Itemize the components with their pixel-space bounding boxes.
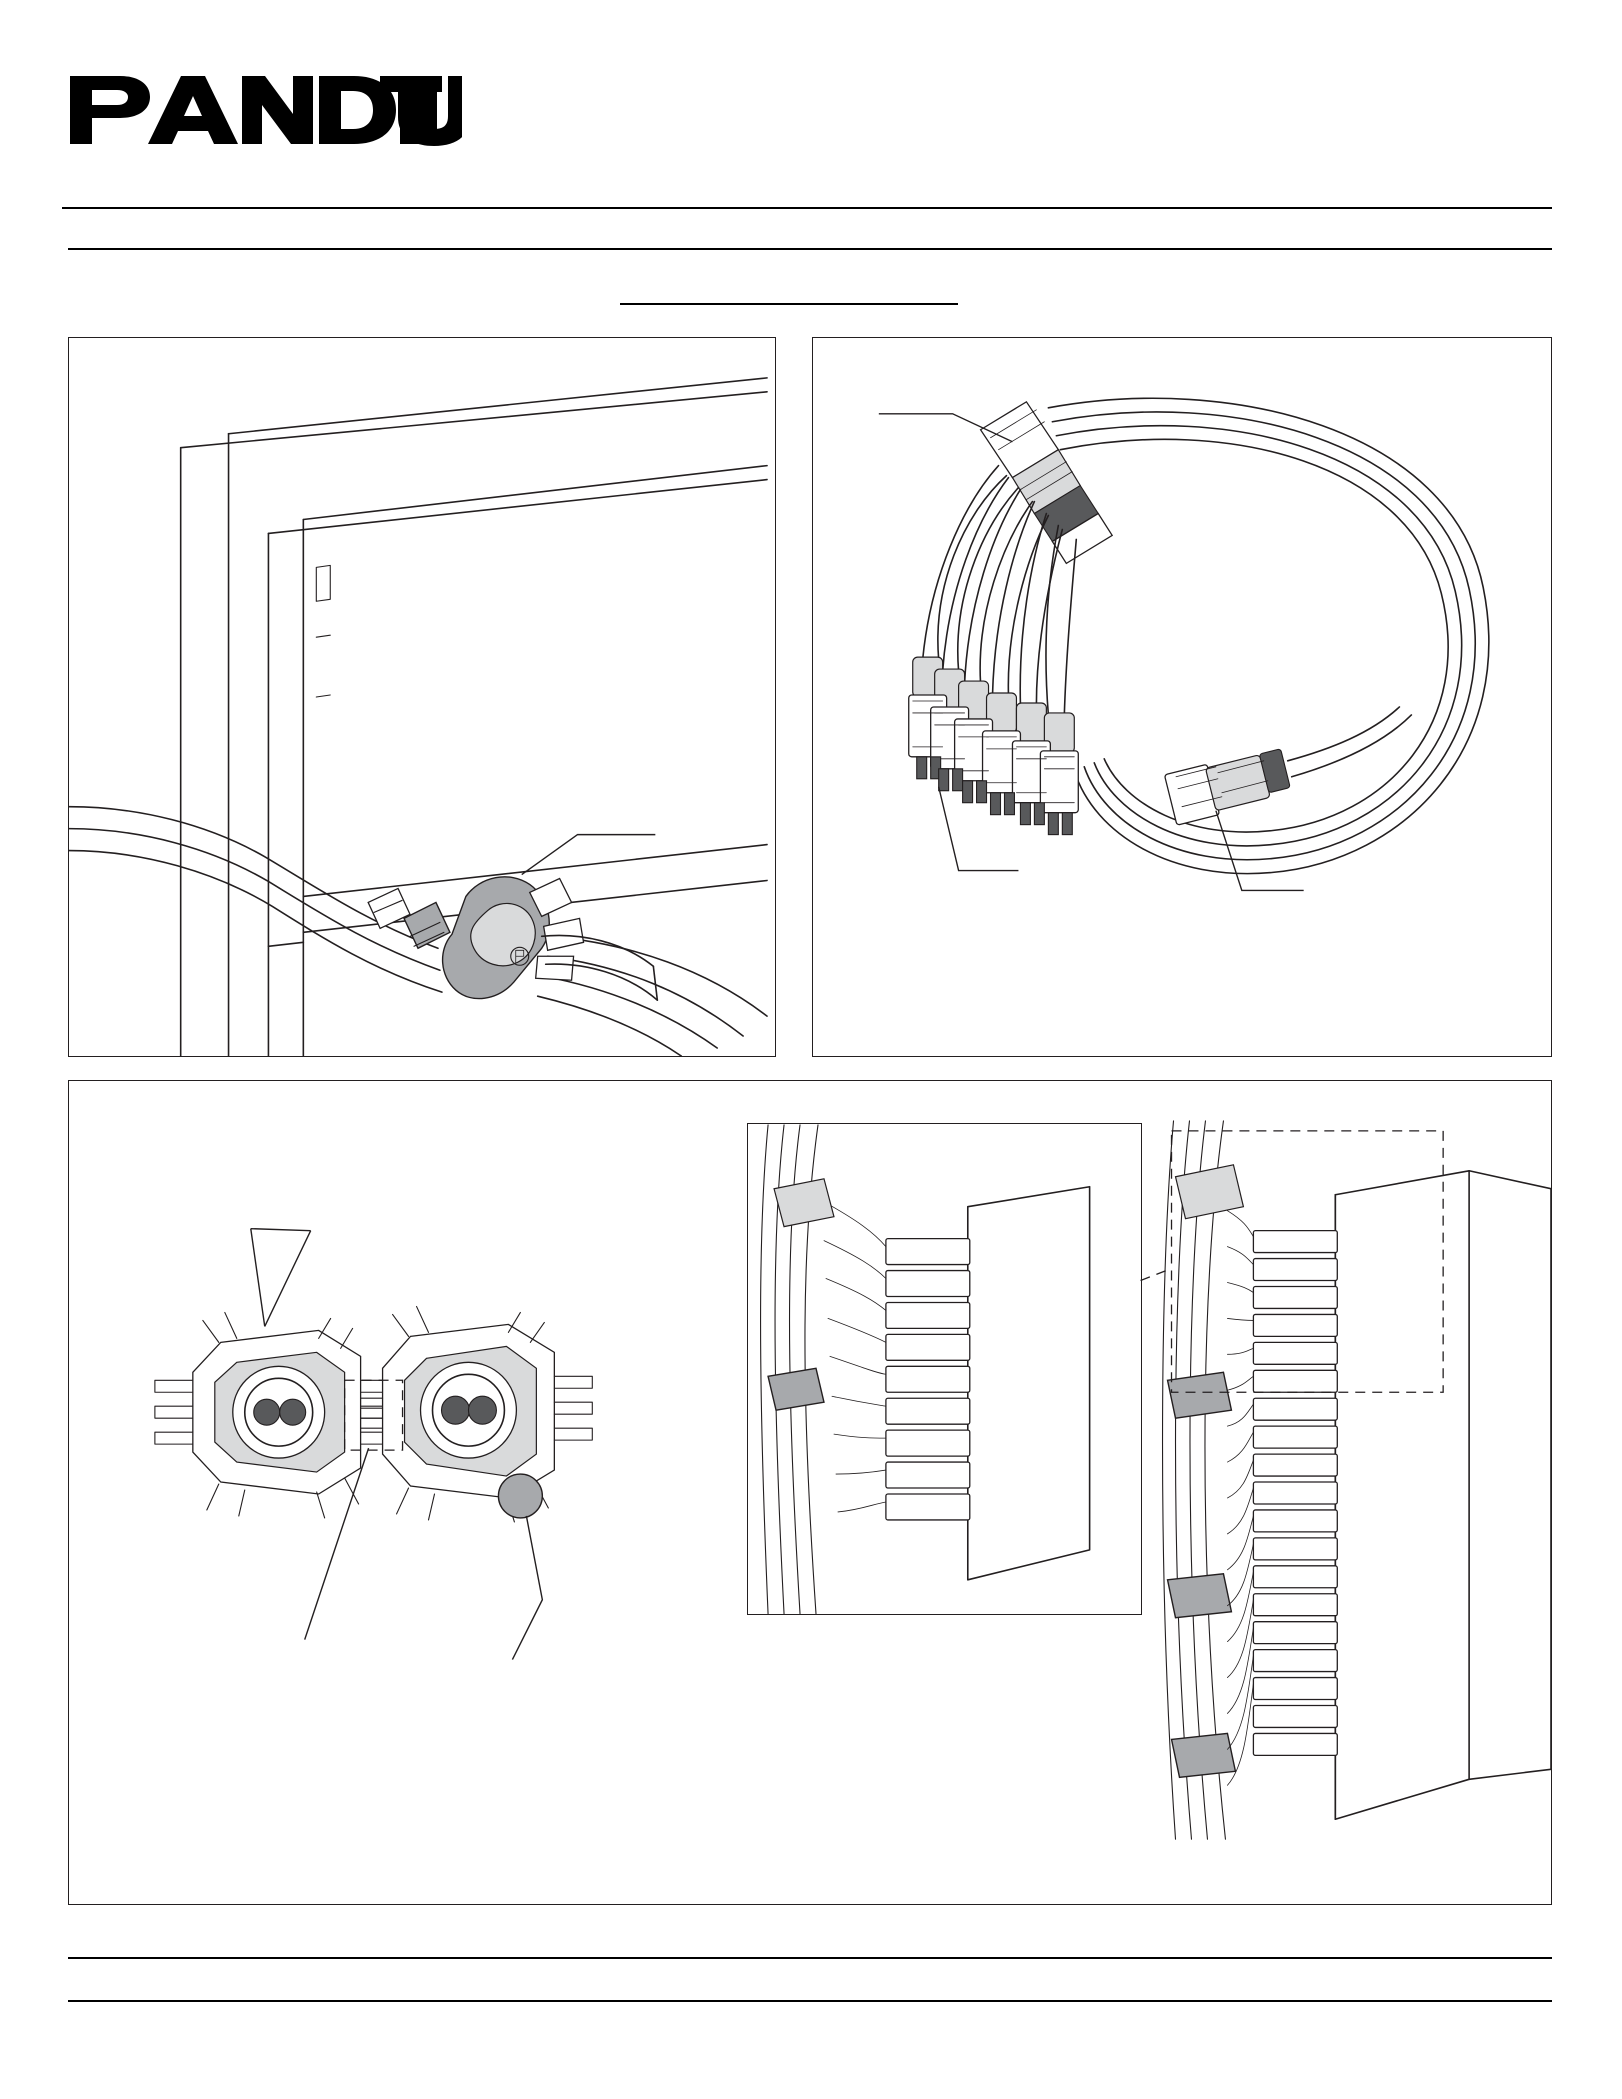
footer-rule-1 bbox=[68, 1957, 1552, 1959]
callout-dust-cap bbox=[512, 1516, 542, 1660]
footer-rule-2 bbox=[68, 2000, 1552, 2002]
header-rule-1 bbox=[62, 207, 1552, 209]
section-title-underline bbox=[620, 303, 958, 305]
callout-clamp bbox=[522, 835, 656, 875]
callout-adapter-keys bbox=[251, 1229, 265, 1327]
adapter-detail-and-install-illustration bbox=[68, 1080, 1552, 1905]
cable-routing-illustration bbox=[68, 337, 776, 1057]
fanout-assembly-illustration bbox=[812, 337, 1552, 1057]
panduit-logo bbox=[62, 72, 462, 148]
header-rule-2 bbox=[68, 248, 1552, 250]
callout-mpo-connector bbox=[1216, 811, 1304, 891]
